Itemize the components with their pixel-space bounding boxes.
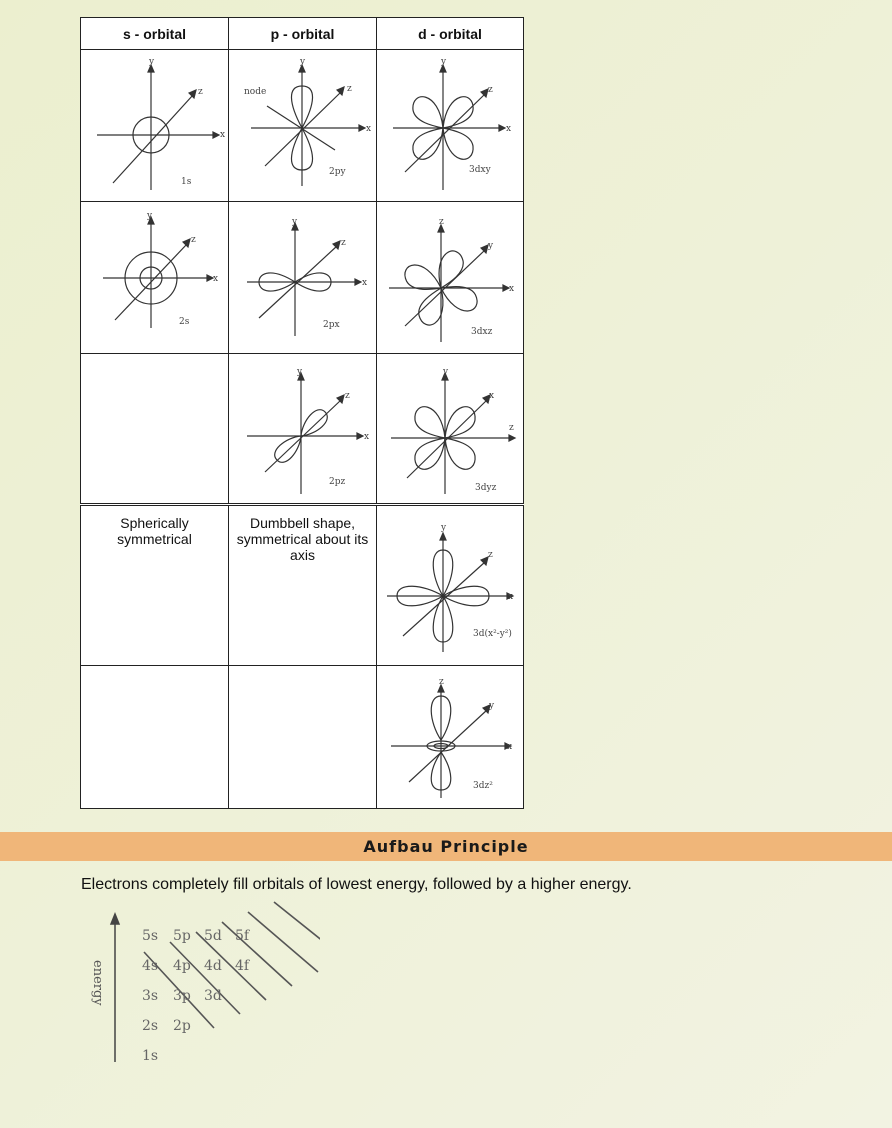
svg-text:z: z [347, 84, 352, 94]
cell-d-3dyz [376, 353, 524, 504]
orbital-label-4d: 4d [204, 958, 222, 974]
diagram-2px [229, 202, 376, 353]
orbital-label-2p: 2p [173, 1018, 191, 1034]
svg-text:z: z [488, 85, 493, 95]
label-3dxy: 3dxy [469, 165, 491, 175]
label-3dz2: 3dz² [473, 781, 493, 791]
orbital-label-4s: 4s [142, 958, 159, 974]
svg-text:y: y [489, 701, 495, 711]
svg-text:z: z [488, 550, 493, 560]
label-3dxz: 3dxz [471, 327, 493, 337]
cell-s-1s [80, 49, 229, 202]
aufbau-statement: Electrons completely fill orbitals of lowest energy, followed by a higher energy. [81, 876, 632, 893]
svg-text:x: x [366, 124, 372, 134]
svg-text:z: z [439, 217, 444, 227]
aufbau-labels [142, 928, 251, 1064]
cell-d-3dxy [376, 49, 524, 202]
cell-s-2s [80, 201, 229, 354]
section-header-band [0, 832, 892, 861]
energy-arrowhead [111, 914, 119, 924]
diagram-3dz2 [377, 666, 523, 808]
label-3dx2y2: 3d(x²-y²) [473, 629, 512, 639]
svg-text:z: z [509, 423, 514, 433]
orbital-label-2s: 2s [142, 1018, 159, 1034]
svg-text:x: x [507, 742, 513, 752]
cell-p-2pz [228, 353, 377, 504]
cell-d-3dz2 [376, 665, 524, 809]
p-orbital-description: Dumbbell shape, symmetrical about its axis [228, 505, 377, 666]
svg-text:x: x [220, 130, 226, 140]
aufbau-arrows [144, 902, 320, 1028]
orbital-label-3s: 3s [142, 988, 159, 1004]
cell-p-2py [228, 49, 377, 202]
energy-label: energy [90, 960, 105, 1006]
diagram-2s [81, 202, 228, 353]
aufbau-diagram [80, 900, 320, 1072]
svg-text:z: z [345, 391, 350, 401]
label-2px: 2px [323, 320, 340, 330]
svg-text:y: y [441, 523, 447, 533]
label-3dyz: 3dyz [475, 483, 497, 493]
diagram-2pz [229, 354, 376, 503]
header-d-orbital: d - orbital [376, 17, 524, 50]
diagram-2py [229, 50, 376, 201]
svg-text:x: x [213, 274, 219, 284]
label-2pz: 2pz [329, 477, 346, 487]
label-2s: 2s [179, 317, 190, 327]
diagonal-arrow-5 [248, 912, 318, 972]
node-label: node [244, 87, 267, 97]
cell-p-empty-2 [228, 665, 377, 809]
section-title: Aufbau Principle [363, 837, 529, 856]
svg-text:y: y [292, 217, 298, 227]
svg-text:y: y [441, 57, 447, 67]
svg-text:y: y [147, 211, 153, 221]
diagram-3dyz [377, 354, 523, 503]
label-1s: 1s [181, 177, 192, 187]
diagram-1s [81, 50, 228, 201]
svg-text:z: z [341, 238, 346, 248]
orbital-label-1s: 1s [142, 1048, 159, 1064]
s-orbital-description: Spherically symmetrical [80, 505, 229, 666]
svg-text:z: z [198, 87, 203, 97]
svg-text:x: x [509, 284, 515, 294]
svg-text:z: z [191, 235, 196, 245]
label-2py: 2py [329, 167, 346, 177]
orbital-label-4f: 4f [235, 958, 250, 974]
svg-text:y: y [149, 57, 155, 67]
svg-text:x: x [489, 391, 495, 401]
cell-d-3dxz [376, 201, 524, 354]
header-p-orbital: p - orbital [228, 17, 377, 50]
svg-text:y: y [443, 367, 449, 377]
svg-text:x: x [362, 278, 368, 288]
header-s-orbital: s - orbital [80, 17, 229, 50]
svg-text:x: x [364, 432, 370, 442]
diagonal-arrow-4 [222, 922, 292, 986]
cell-s-empty-2 [80, 665, 229, 809]
cell-p-2px [228, 201, 377, 354]
diagram-3dxy [377, 50, 523, 201]
orbital-table [80, 17, 524, 809]
orbital-label-5s: 5s [142, 928, 159, 944]
cell-d-3dx2y2 [376, 505, 524, 666]
svg-text:z: z [439, 677, 444, 687]
orbital-label-5f: 5f [235, 928, 250, 944]
svg-text:y: y [300, 57, 306, 67]
diagram-3dx2y2 [377, 506, 523, 665]
svg-text:x: x [508, 592, 514, 602]
orbital-label-3d: 3d [204, 988, 222, 1004]
diagonal-arrow-6 [274, 902, 320, 958]
diagram-3dxz [377, 202, 523, 353]
svg-text:y: y [488, 241, 494, 251]
cell-s-empty-1 [80, 353, 229, 504]
orbital-label-3p: 3p [173, 988, 191, 1004]
orbital-label-5d: 5d [204, 928, 222, 944]
orbital-label-5p: 5p [173, 928, 191, 944]
orbital-label-4p: 4p [173, 958, 191, 974]
svg-text:y: y [297, 367, 303, 377]
svg-text:x: x [506, 124, 512, 134]
